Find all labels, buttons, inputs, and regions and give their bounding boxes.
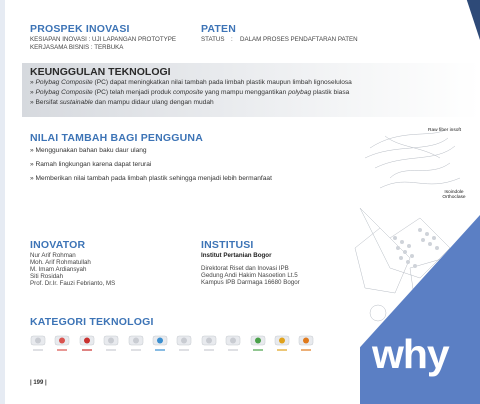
keunggulan-item-1: » Polybag Composite (PC) dapat meningkatkan nilai tambah pada limbah plastik maupun limbah lignoselulosa [30,79,352,86]
kategori-icon-4 [103,333,119,347]
kategori-icon-8-bar [204,349,214,351]
prospek-kerjasama: KERJASAMA BISNIS : TERBUKA [30,44,124,51]
page-number: | 199 | [30,380,47,386]
keunggulan-item-2: » Polybag Composite (PC) telah menjadi produk composite yang mampu menggantikan polybag plastik biasa [30,89,350,96]
nilai-tambah-item-1: » Menggunakan bahan baku daur ulang [30,147,147,154]
kategori-icon-4-bar [106,349,116,351]
kategori-icon-3-bar [82,349,92,351]
nilai-tambah-item-3: » Memberikan nilai tambah pada limbah plastik sehingga menjadi lebih bermanfaat [30,175,272,182]
kategori-icon-2 [54,333,70,347]
prospek-kesiapan: KESIAPAN INOVASI : UJI LAPANGAN PROTOTYPE [30,36,177,43]
kategori-icon-9 [225,333,241,347]
kategori-icon-1-bar [33,349,43,351]
kategori-icon-11 [274,333,290,347]
illustration-label-mid: Isoindole Orthoclase [442,190,466,200]
inovator-title: INOVATOR [30,239,86,251]
institusi-name: Institut Pertanian Bogor [201,252,272,259]
paten-title: PATEN [201,23,237,35]
kategori-icon-7-bar [179,349,189,351]
kategori-icon-6 [152,333,168,347]
why-label: why [372,331,449,377]
kategori-icon-11-bar [277,349,287,351]
kategori-icon-6-bar [155,349,165,351]
inovator-name-5: Prof. Dr.Ir. Fauzi Febrianto, MS [30,280,116,287]
kategori-icon-1 [30,333,46,347]
inovator-name-3: M. Imam Ardiansyah [30,266,87,273]
kategori-icon-5-bar [131,349,141,351]
kategori-icon-5 [128,333,144,347]
inovator-name-1: Nur Arif Rohman [30,252,76,259]
corner-decoration [458,0,480,40]
paten-status-label: STATUS [201,36,225,43]
kategori-icon-12 [298,333,314,347]
institusi-line-1: Direktorat Riset dan Inovasi IPB [201,265,289,272]
kategori-icon-9-bar [228,349,238,351]
left-edge-band [0,0,5,404]
institusi-title: INSTITUSI [201,239,254,251]
paten-status-sep: : [231,36,233,43]
kategori-icon-12-bar [301,349,311,351]
institusi-line-3: Kampus IPB Darmaga 16680 Bogor [201,279,300,286]
kategori-icon-2-bar [57,349,67,351]
inovator-name-2: Moh. Arif Rohmatullah [30,259,91,266]
nilai-tambah-title: NILAI TAMBAH BAGI PENGGUNA [30,132,203,144]
keunggulan-title: KEUNGGULAN TEKNOLOGI [30,66,171,78]
paten-status-value: DALAM PROSES PENDAFTARAN PATEN [240,36,358,43]
nilai-tambah-item-2: » Ramah lingkungan karena dapat terurai [30,161,152,168]
kategori-title: KATEGORI TEKNOLOGI [30,316,154,328]
kategori-icon-10 [250,333,266,347]
kategori-icon-8 [201,333,217,347]
keunggulan-item-3: » Bersifat sustainable dan mampu didaur ulang dengan mudah [30,99,214,106]
kategori-icon-3 [79,333,95,347]
institusi-line-2: Gedung Andi Hakim Nasoetion Lt.5 [201,272,298,279]
illustration-label-top: Raw fiber insoft [428,128,462,133]
prospek-title: PROSPEK INOVASI [30,23,130,35]
inovator-name-4: Siti Rosidah [30,273,64,280]
kategori-icon-7 [176,333,192,347]
kategori-icon-10-bar [253,349,263,351]
